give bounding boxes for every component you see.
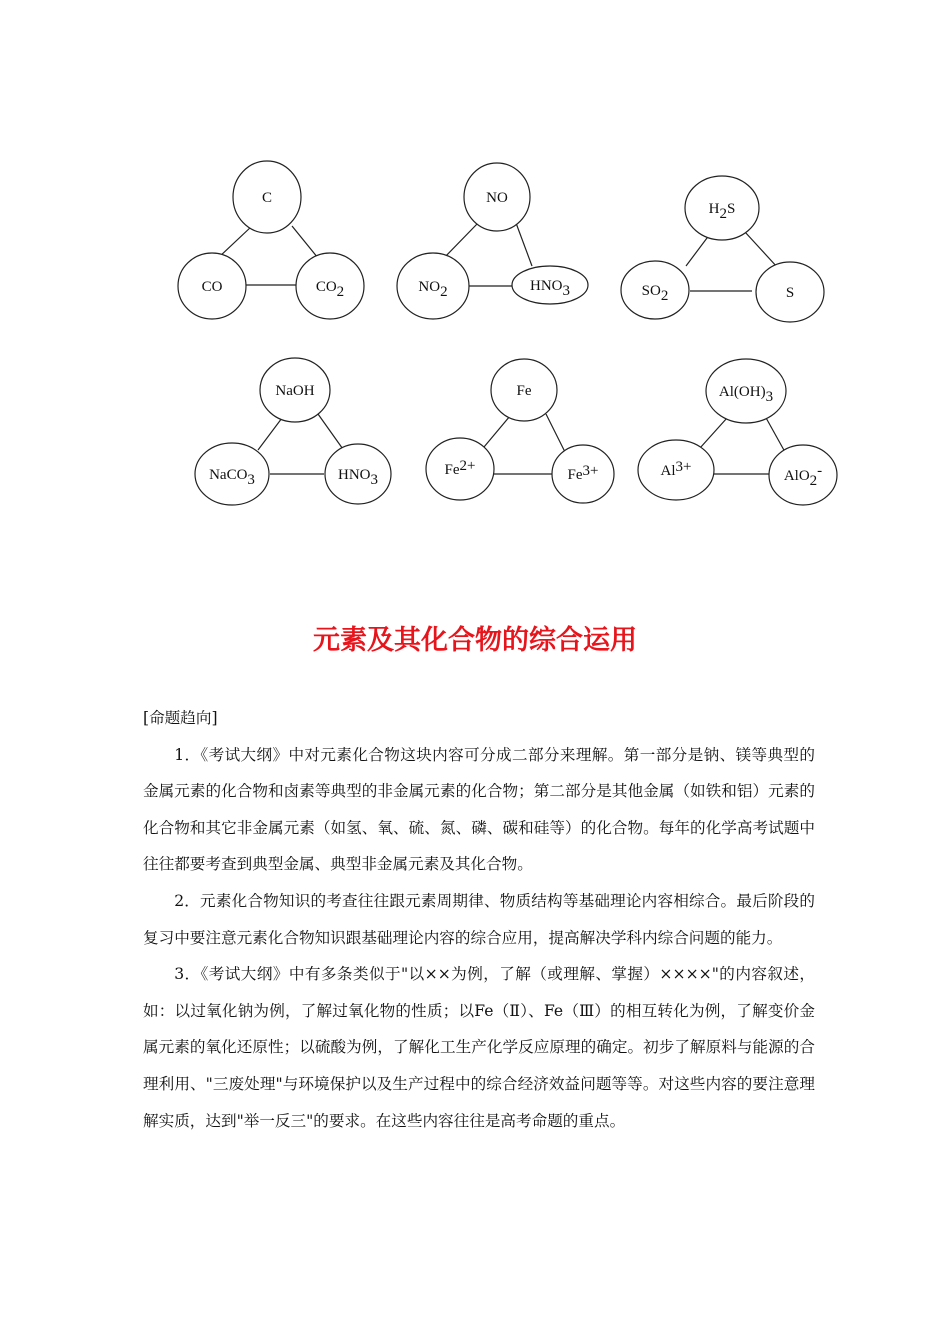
formula-subscript: 2: [336, 284, 345, 300]
formula-main: S: [785, 285, 795, 301]
triangle-diagram: [195, 358, 391, 505]
formula-main: SO: [641, 283, 661, 299]
formula-subscript: 2: [440, 284, 448, 300]
formula-main: NaOH: [275, 383, 315, 399]
formula-subscript: 3: [562, 283, 570, 299]
formula-main: H: [708, 201, 720, 217]
triangle-diagram: [178, 161, 364, 319]
paragraph-1: 1．《考试大纲》中对元素化合物这块内容可分成二部分来理解。第一部分是钠、镁等典型的金属元素的化合物和卤素等典型的非金属元素的化合物；第二部分是其他金属（如铁和铝）元素的化合物和其它非金属元素（如氢、氧、硫、氮、磷、碳和硅等）的化合物。每年的化学高考试题中往往都要考查到典型金属、典型非金属元素及其化合物。: [143, 745, 815, 874]
connector-line: [765, 416, 785, 452]
formula-tail: S: [727, 201, 736, 217]
connector-line: [218, 226, 252, 258]
connector-line: [258, 418, 282, 450]
triangle-diagram: [397, 163, 588, 319]
formula-main: Al(OH): [718, 384, 766, 400]
body-text: [143, 700, 815, 1139]
formula-main: NO: [418, 279, 441, 295]
formula-top: [275, 383, 314, 399]
formula-subscript: 2: [660, 288, 669, 304]
formula-main: HNO: [338, 467, 371, 483]
section-label: [命题趋向]: [143, 709, 218, 727]
formula-main: Fe: [444, 462, 460, 478]
paragraph-3: 3．《考试大纲》中有多条类似于"以××为例，了解（或理解、掌握）××××"的内容叙述，如：以过氧化钠为例，了解过氧化物的性质；以Fe（Ⅱ）、Fe（Ⅲ）的相互转化为例，了解变价金属元素的氧化还原性；以硫酸为例，了解化工生产化学反应原理的确定。初步了解原料与能源的合理利用、"三废处理"与环境保护以及生产过程中的综合经济效益问题等等。对这些内容的要注意理解实质，达到"举一反三"的要求。在这些内容往往是高考命题的重点。: [143, 965, 815, 1130]
formula-main: Fe: [567, 467, 583, 483]
triangle-diagram: [621, 176, 824, 322]
connector-line: [686, 234, 710, 266]
formula-top: [262, 190, 272, 206]
connector-line: [546, 414, 565, 452]
formula-top: [486, 190, 508, 206]
triangle-diagram: [426, 359, 614, 503]
connector-line: [516, 223, 532, 266]
triangle-diagram: [638, 359, 837, 505]
formula-main: AlO: [783, 468, 810, 484]
formula-main: NaCO: [209, 467, 248, 483]
connector-line: [442, 223, 478, 260]
formula-subscript: 3: [765, 389, 774, 405]
formula-main: CO: [315, 279, 337, 295]
formula-top: [517, 383, 532, 399]
formula-superscript: 2+: [459, 458, 476, 474]
formula-subscript: 3: [370, 472, 378, 488]
formula-main: CO: [201, 279, 223, 295]
connector-line: [318, 414, 345, 452]
formula-subscript: 2: [719, 206, 727, 222]
connector-line: [700, 418, 727, 448]
paragraph-2: 2．元素化合物知识的考查往往跟元素周期律、物质结构等基础理论内容相综合。最后阶段的复习中要注意元素化合物知识跟基础理论内容的综合应用，提高解决学科内综合问题的能力。: [143, 891, 815, 947]
element-triangle-diagrams: [0, 0, 950, 560]
formula-main: HNO: [530, 278, 563, 294]
formula-subscript: 3: [247, 472, 255, 488]
connector-line: [745, 232, 778, 268]
formula-right: [786, 285, 794, 301]
formula-superscript: 3+: [675, 459, 692, 475]
formula-subscript: 2: [809, 473, 818, 489]
formula-main: Fe: [516, 383, 532, 399]
connector-line: [292, 226, 318, 258]
formula-superscript: -: [817, 463, 823, 479]
formula-main: Al: [660, 463, 676, 479]
formula-main: NO: [486, 190, 508, 206]
formula-main: C: [261, 190, 273, 206]
formula-left: [202, 279, 223, 295]
connector-line: [484, 416, 510, 447]
page-title: 元素及其化合物的综合运用: [313, 625, 637, 656]
formula-superscript: 3+: [582, 463, 599, 479]
